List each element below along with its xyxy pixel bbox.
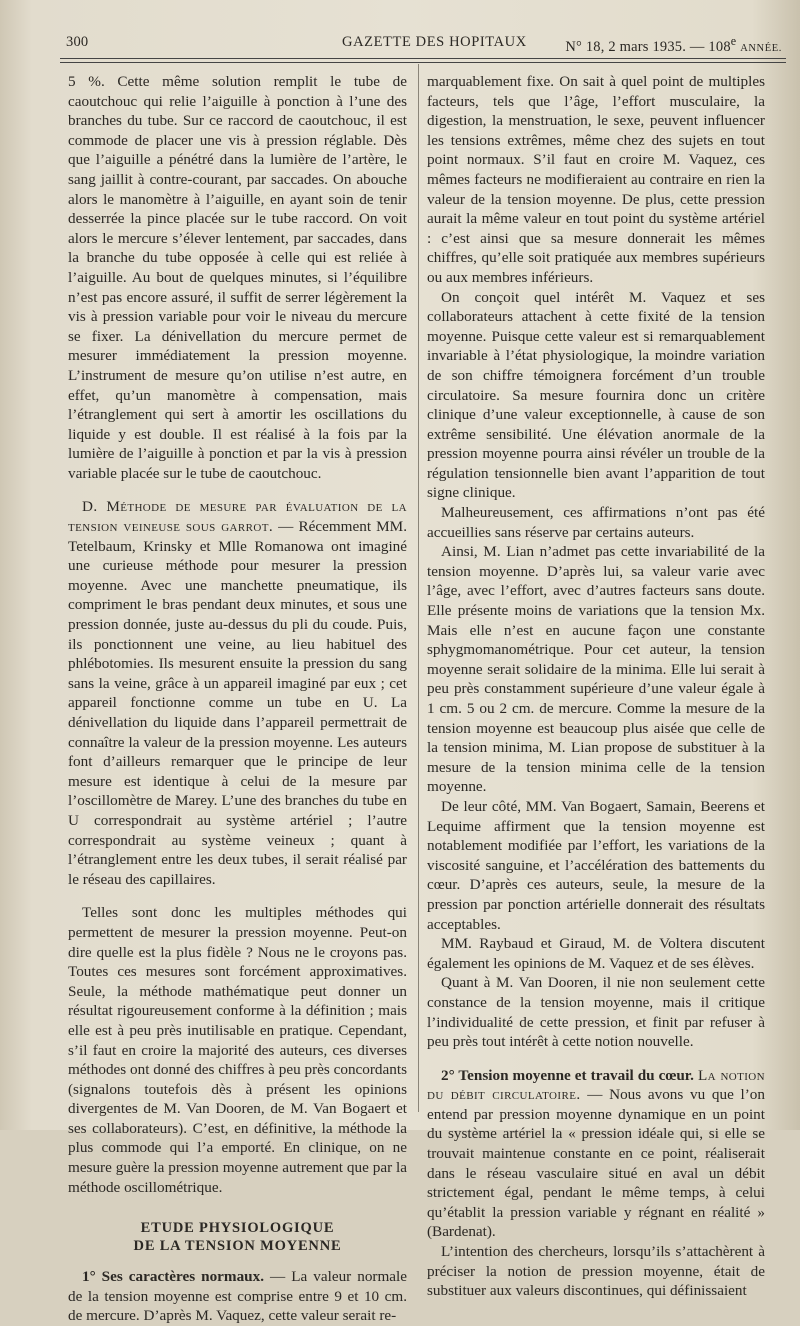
issue-info: [565, 34, 782, 56]
paragraph: [68, 497, 407, 889]
column-divider: [418, 64, 419, 1112]
paragraph: marquablement fixe. On sait à quel point de multiples facteurs, tels que l’âge, l’effort musculaire, la digestion, la menstruation, le sexe, peuvent influencer les tensions extrêmes, même chez des sujets en tout point normaux. S’il faut en croire M. Vaquez, ces mêmes facteurs ne modifieraient au contraire en rien la valeur de la tension moyenne. De plus, cette pression aurait la même valeur en tout point du système artériel : c’est ainsi que sa mesure donnerait les mêmes chiffres, qu’elle soit pratiquée aux membres supérieurs ou aux membres inférieurs.: [427, 73, 765, 286]
paragraph: Quant à M. Van Dooren, il nie non seulement cette constance de la tension moyenne, mais il critique l’individualité de cette pression, et finit par refuser à peu près tout intérêt à cette notion nouvelle.: [427, 974, 765, 1051]
header-rule-thick: [60, 58, 786, 59]
running-header: [66, 34, 786, 56]
subsection-text: — Nous avons vu que l’on entend par pression moyenne dynamique en un point du système artériel la « pression idéale qui, si elle se trouvait maintenue constante en ce point, réaliserait dans le réseau vasculaire situé en aval un débit strictement égal, pendant le même temps, à celui qu’établit la pression variable y régnant en réalité » (Bardenat).: [427, 1086, 765, 1241]
subsection-text: — La valeur normale de la tension moyenne est comprise entre 9 et 10 cm. de mercure. D’après M. Vaquez, cette valeur serait re-: [68, 1268, 407, 1325]
issue-annee: ANNÉE.: [740, 42, 782, 54]
subsection-text: — Récemment MM. Tetelbaum, Krinsky et Mlle Romanowa ont imaginé une curieuse méthode pour mesurer la pression moyenne. Avec une manchette pneumatique, ils compriment le bras pendant deux minutes, et sous une pression donnée, juste au-dessus du pli du coude. Puis, ils ponctionnent une veine, au lieu habituel des phlébotomies. Ils mesurent ensuite la pression du sang sans la veine, grâce à un appareil imaginé par eux ; cet appareil fonctionne comme un tube en U. La dénivellation du liquide dans l’appareil permettrait de connaître la valeur de la pression moyenne. Les auteurs font d’ailleurs remarquer que le principe de leur mesure est identique à celui de la mesure par l’oscillomètre de Marey. L’une des branches du tube en U correspondrait au système artériel ; l’autre correspondrait au système veineux ; quant à l’étranglement entre les deux tubes, il serait réalisé par le réseau des capillaires.: [68, 518, 407, 888]
paragraph: Ainsi, M. Lian n’admet pas cette invariabilité de la tension moyenne. D’après lui, sa valeur varie avec l’âge, avec l’effort, avec d’autres facteurs sans doute. Elle présente moins de variations que la tension Mx. Mais elle n’est en aucune façon une constante sphygmomanométrique. Pour cet auteur, la tension moyenne serait solidaire de la minima. Elle lui serait à peu près constamment supérieure d’une valeur égale à 1 cm. 5 ou 2 cm. de mercure. Comme la mesure de la tension moyenne est beaucoup plus aisée que celle de la tension minima, M. Lian propose de substituer à la mesure de la tension minima celle de la tension moyenne.: [427, 543, 765, 796]
paragraph: De leur côté, MM. Van Bogaert, Samain, Beerens et Lequime affirment que la tension moyenne est notablement modifiée par l’effort, les variations de la viscosité sanguine, et l’accélération des battements du cœur. D’après ces auteurs, seule, la mesure de la pression par ponction artérielle donnerait des résultats acceptables.: [427, 797, 765, 933]
section-title-line-1: ETUDE PHYSIOLOGIQUE: [140, 1220, 335, 1237]
issue-date: N° 18, 2 mars 1935. — 108: [565, 38, 731, 55]
section-title-line-2: DE LA TENSION MOYENNE: [133, 1238, 342, 1255]
paragraph: On conçoit quel intérêt M. Vaquez et ses collaborateurs attachent à cette fixité de la tension moyenne. Puisque cette valeur est si remarquablement invariable à l’état physiologique, la moindre variation de son chiffre témoignera forcément d’un trouble circulatoire. Sa mesure fournira donc un critère clinique d’une valeur exceptionnelle, à cause de son extrême sensibilité. Une élévation anormale de la pression moyenne pourra ainsi révéler un trouble de la régulation tensionnelle bien avant l’apparition de tout signe clinique.: [427, 288, 765, 502]
paragraph: L’intention des chercheurs, lorsqu’ils s’attachèrent à préciser la notion de pression moyenne, était de substituer aux valeurs discontinues, qui définissaient: [427, 1243, 765, 1300]
paragraph: MM. Raybaud et Giraud, M. de Voltera discutent également les opinions de M. Vaquez et de ses élèves.: [427, 935, 765, 972]
header-rule-thin: [60, 62, 786, 63]
right-column: [427, 72, 765, 1301]
issue-superscript: e: [730, 34, 737, 48]
paragraph: Malheureusement, ces affirmations n’ont pas été accueillies sans réserve par certains auteurs.: [427, 504, 765, 541]
paragraph: Telles sont donc les multiples méthodes qui permettent de mesurer la pression moyenne. Peut-on dire quelle est la plus fidèle ? Nous ne le croyons pas. Toutes ces mesures sont forcément approximatives. Seule, la méthode mathématique peut donner un résultat rigoureusement conforme à la définition ; mais elle est à peu près inutilisable en pratique. Cependant, s’il faut en croire la majorité des auteurs, ces diverses méthodes ont donné des chiffres à peu près concordants (signalons toutefois dès à présent les opinions divergentes de M. Van Dooren, de M. Van Bogaert et ses collaborateurs). C’est, en définitive, la méthode la plus commode qui l’a emporté. En clinique, on ne mesure guère la pression moyenne autrement que par la méthode oscillométrique.: [68, 904, 407, 1196]
paragraph: [68, 1267, 407, 1326]
left-column: [68, 72, 407, 1326]
paragraph: 5 %. Cette même solution remplit le tube de caoutchouc qui relie l’aiguille à ponction à l’une des branches du tube. Sur ce raccord de caoutchouc, il est commode de placer une vis à pression réglable. Dès que l’aiguille a pénétré dans la lumière de l’artère, le sang jaillit à contre-courant, par saccades. On abouche alors le manomètre à l’aiguille, en ayant soin de tenir desserrée la pince placée sur le tube raccord. On voit alors le mercure s’élever lentement, par saccades, dans la branche du tube opposée à celle qui est reliée à l’aiguille. Au bout de quelques minutes, si l’équilibre n’est pas encore assuré, il suffit de serrer légèrement la vis à pression variable pour voir le niveau du mercure se fixer. La dénivellation du mercure permet de mesurer immédiatement la pression moyenne. L’instrument de mesure qu’on utilise n’est autre, en effet, qu’un manomètre à compensation, mais l’étranglement qui sert à amortir les oscillations du liquide y est double. Il est réalisé à la fois par la lumière de l’aiguille à ponction et par la vis à pression variable placée sur le tube de caoutchouc.: [68, 73, 407, 482]
subsection-heading: D. Méthode de mesure par évaluation de la tension veineuse sous garrot.: [68, 498, 407, 536]
section-title: [68, 1219, 407, 1255]
subsection-heading: 1° Ses caractères normaux.: [82, 1268, 265, 1286]
subsection-subheading: La notion du débit circulatoire.: [427, 1066, 766, 1104]
page-number: 300: [66, 34, 89, 50]
paragraph: [427, 1066, 765, 1242]
journal-title: GAZETTE DES HOPITAUX: [342, 34, 527, 50]
subsection-heading: 2° Tension moyenne et travail du cœur.: [441, 1066, 694, 1084]
